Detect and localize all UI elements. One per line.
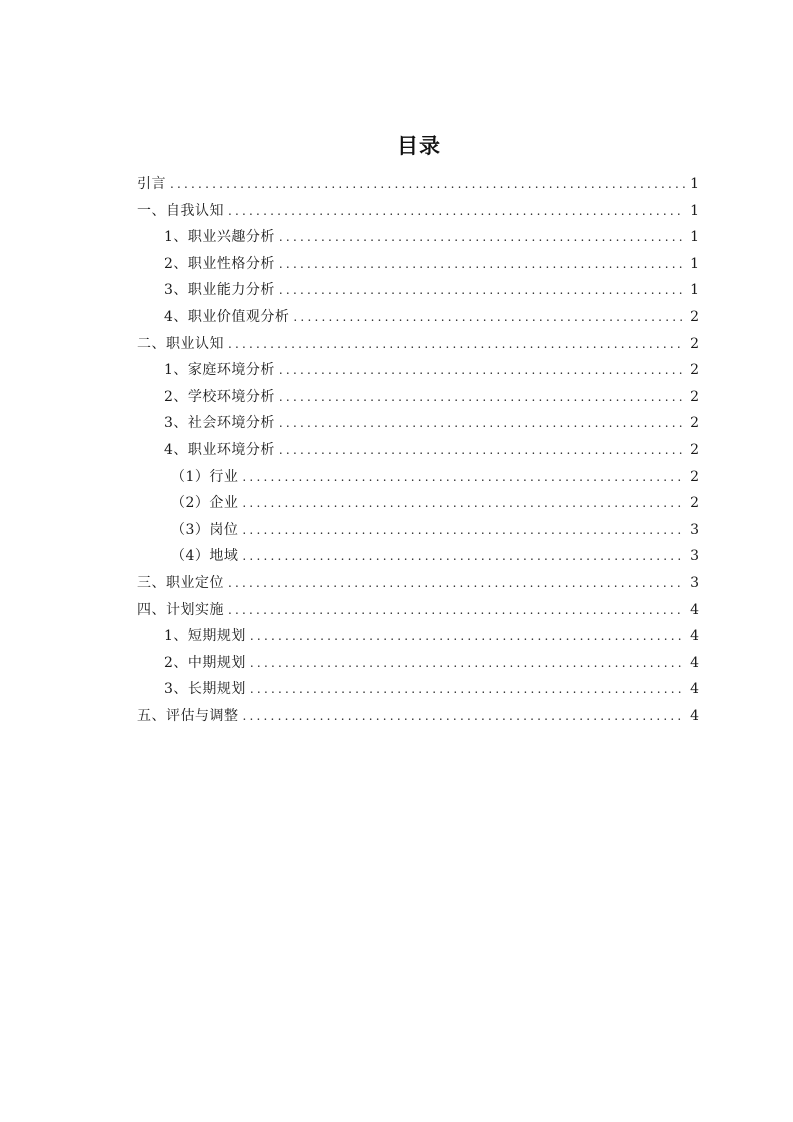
toc-entry-label: 五、评估与调整 <box>137 707 239 724</box>
toc-entry-label: 3、社会环境分析 <box>164 415 275 432</box>
toc-entry[interactable] <box>137 331 699 358</box>
toc-entry[interactable] <box>137 224 699 251</box>
toc-dot-leader <box>279 224 685 251</box>
toc-entry-page-number: 3 <box>690 548 699 565</box>
toc-dot-leader <box>250 623 685 650</box>
toc-entry[interactable] <box>137 517 699 544</box>
toc-entry[interactable] <box>137 357 699 384</box>
toc-title: 目录 <box>397 134 441 158</box>
toc-entry-label: 二、职业认知 <box>137 335 224 352</box>
toc-entry[interactable] <box>137 570 699 597</box>
toc-entry-page-number: 2 <box>690 415 699 432</box>
toc-dot-leader <box>250 676 685 703</box>
toc-entry[interactable] <box>137 650 699 677</box>
toc-entry-label: 引言 <box>137 176 166 192</box>
toc-entry-page-number: 4 <box>690 654 699 671</box>
toc-dot-leader <box>242 543 685 570</box>
toc-entry-label: 三、职业定位 <box>137 574 224 591</box>
toc-entry-label: 2、职业性格分析 <box>164 255 275 272</box>
toc-entry-label: （4）地域 <box>171 548 239 565</box>
toc-dot-leader <box>228 597 685 624</box>
toc-dot-leader <box>242 490 685 517</box>
toc-entry-page-number: 1 <box>690 176 699 192</box>
toc-dot-leader <box>279 277 685 304</box>
toc-entry-page-number: 2 <box>690 468 699 485</box>
toc-entry-label: 2、中期规划 <box>164 654 246 671</box>
toc-entry[interactable] <box>137 171 699 198</box>
toc-entry[interactable] <box>137 251 699 278</box>
toc-entry[interactable] <box>137 384 699 411</box>
toc-dot-leader <box>243 703 686 730</box>
toc-entry[interactable] <box>137 437 699 464</box>
toc-dot-leader <box>293 304 685 331</box>
toc-entry-page-number: 4 <box>690 707 699 724</box>
toc-dot-leader <box>250 650 685 677</box>
toc-entry-page-number: 4 <box>690 681 699 698</box>
toc-entry[interactable] <box>137 543 699 570</box>
toc-entry[interactable] <box>137 597 699 624</box>
toc-dot-leader <box>242 464 685 491</box>
toc-entry-page-number: 2 <box>690 335 699 352</box>
toc-entry-page-number: 1 <box>690 229 699 246</box>
toc-entry[interactable] <box>137 198 699 225</box>
toc-entry-label: （2）企业 <box>171 495 239 512</box>
toc-entry-page-number: 2 <box>690 441 699 458</box>
toc-dot-leader <box>279 357 685 384</box>
toc-entry-page-number: 1 <box>690 202 699 219</box>
toc-entry-label: 3、职业能力分析 <box>164 282 275 299</box>
toc-entry[interactable] <box>137 703 699 730</box>
toc-entry-page-number: 2 <box>690 495 699 512</box>
toc-entry-page-number: 3 <box>690 521 699 538</box>
toc-entry[interactable] <box>137 277 699 304</box>
toc-entry[interactable] <box>137 464 699 491</box>
toc-entry-label: 3、长期规划 <box>164 681 246 698</box>
toc-dot-leader <box>279 251 685 278</box>
toc-dot-leader <box>242 517 685 544</box>
toc-entry-page-number: 3 <box>690 574 699 591</box>
toc-entry-label: 4、职业环境分析 <box>164 441 275 458</box>
toc-dot-leader <box>279 410 685 437</box>
toc-entry-label: （3）岗位 <box>171 521 239 538</box>
toc-list <box>137 171 699 729</box>
toc-entry[interactable] <box>137 676 699 703</box>
toc-entry-label: 2、学校环境分析 <box>164 388 275 405</box>
toc-entry-label: 1、家庭环境分析 <box>164 362 275 379</box>
toc-dot-leader <box>228 198 685 225</box>
toc-entry[interactable] <box>137 410 699 437</box>
toc-entry-page-number: 4 <box>690 601 699 618</box>
toc-entry[interactable] <box>137 490 699 517</box>
toc-entry[interactable] <box>137 623 699 650</box>
toc-entry-label: 一、自我认知 <box>137 202 224 219</box>
toc-entry-label: （1）行业 <box>171 468 239 485</box>
toc-entry-label: 四、计划实施 <box>137 601 224 618</box>
toc-entry-page-number: 1 <box>690 282 699 299</box>
toc-entry-label: 4、职业价值观分析 <box>164 308 290 325</box>
toc-dot-leader <box>279 437 685 464</box>
toc-dot-leader <box>228 331 685 358</box>
toc-entry-page-number: 2 <box>690 388 699 405</box>
toc-entry-label: 1、职业兴趣分析 <box>164 229 275 246</box>
toc-entry-page-number: 2 <box>690 308 699 325</box>
toc-entry-page-number: 2 <box>690 362 699 379</box>
toc-entry-label: 1、短期规划 <box>164 628 246 645</box>
toc-dot-leader <box>170 171 685 198</box>
toc-entry[interactable] <box>137 304 699 331</box>
toc-entry-page-number: 1 <box>690 255 699 272</box>
toc-dot-leader <box>228 570 685 597</box>
toc-entry-page-number: 4 <box>690 628 699 645</box>
toc-dot-leader <box>279 384 685 411</box>
